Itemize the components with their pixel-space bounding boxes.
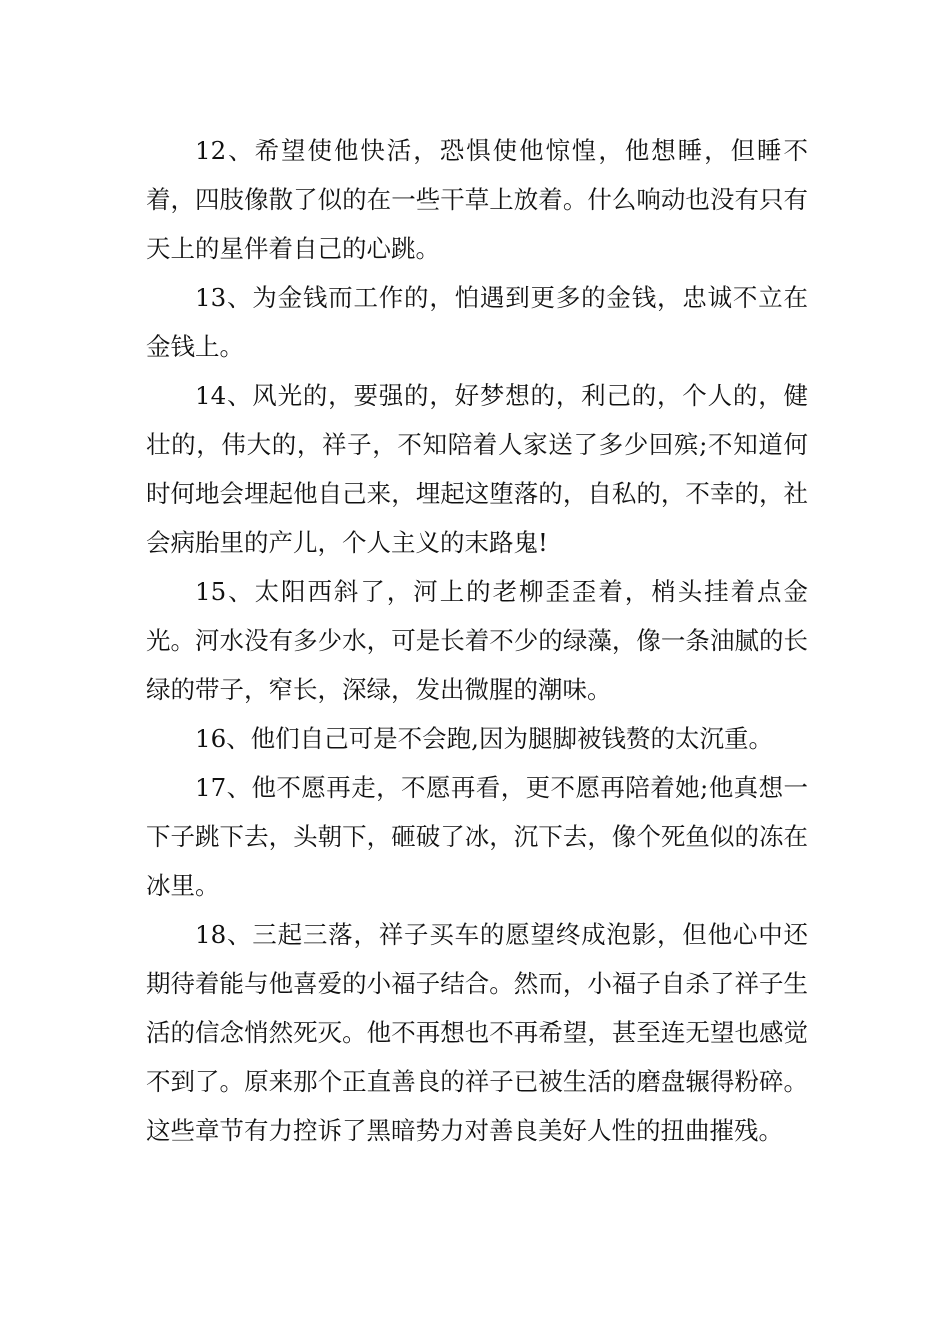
paragraph-14: 14、风光的，要强的，好梦想的，利己的，个人的，健壮的，伟大的，祥子，不知陪着人家送了多少回殡;不知道何时何地会埋起他自己来，埋起这堕落的，自私的，不幸的，社会病胎里的产儿，个人主义的末路鬼! — [146, 381, 808, 557]
paragraph-18: 18、三起三落，祥子买车的愿望终成泡影，但他心中还期待着能与他喜爱的小福子结合。然而，小福子自杀了祥子生活的信念悄然死灭。他不再想也不再希望，甚至连无望也感觉不到了。原来那个正直善良的祥子已被生活的磨盘辗得粉碎。这些章节有力控诉了黑暗势力对善良美好人性的扭曲摧残。 — [146, 920, 808, 1145]
paragraph-16: 16、他们自己可是不会跑,因为腿脚被钱赘的太沉重。 — [195, 724, 773, 753]
paragraph-17: 17、他不愿再走，不愿再看，更不愿再陪着她;他真想一下子跳下去，头朝下，砸破了冰，沉下去，像个死鱼似的冻在冰里。 — [146, 773, 808, 900]
paragraph-12: 12、希望使他快活，恐惧使他惊惶，他想睡，但睡不着，四肢像散了似的在一些干草上放着。什么响动也没有只有天上的星伴着自己的心跳。 — [146, 136, 808, 263]
paragraph-15: 15、太阳西斜了，河上的老柳歪歪着，梢头挂着点金光。河水没有多少水，可是长着不少的绿藻，像一条油腻的长绿的带子，窄长，深绿，发出微腥的潮味。 — [146, 577, 808, 704]
document-body — [146, 126, 808, 1155]
paragraph-13: 13、为金钱而工作的，怕遇到更多的金钱，忠诚不立在金钱上。 — [146, 283, 808, 361]
